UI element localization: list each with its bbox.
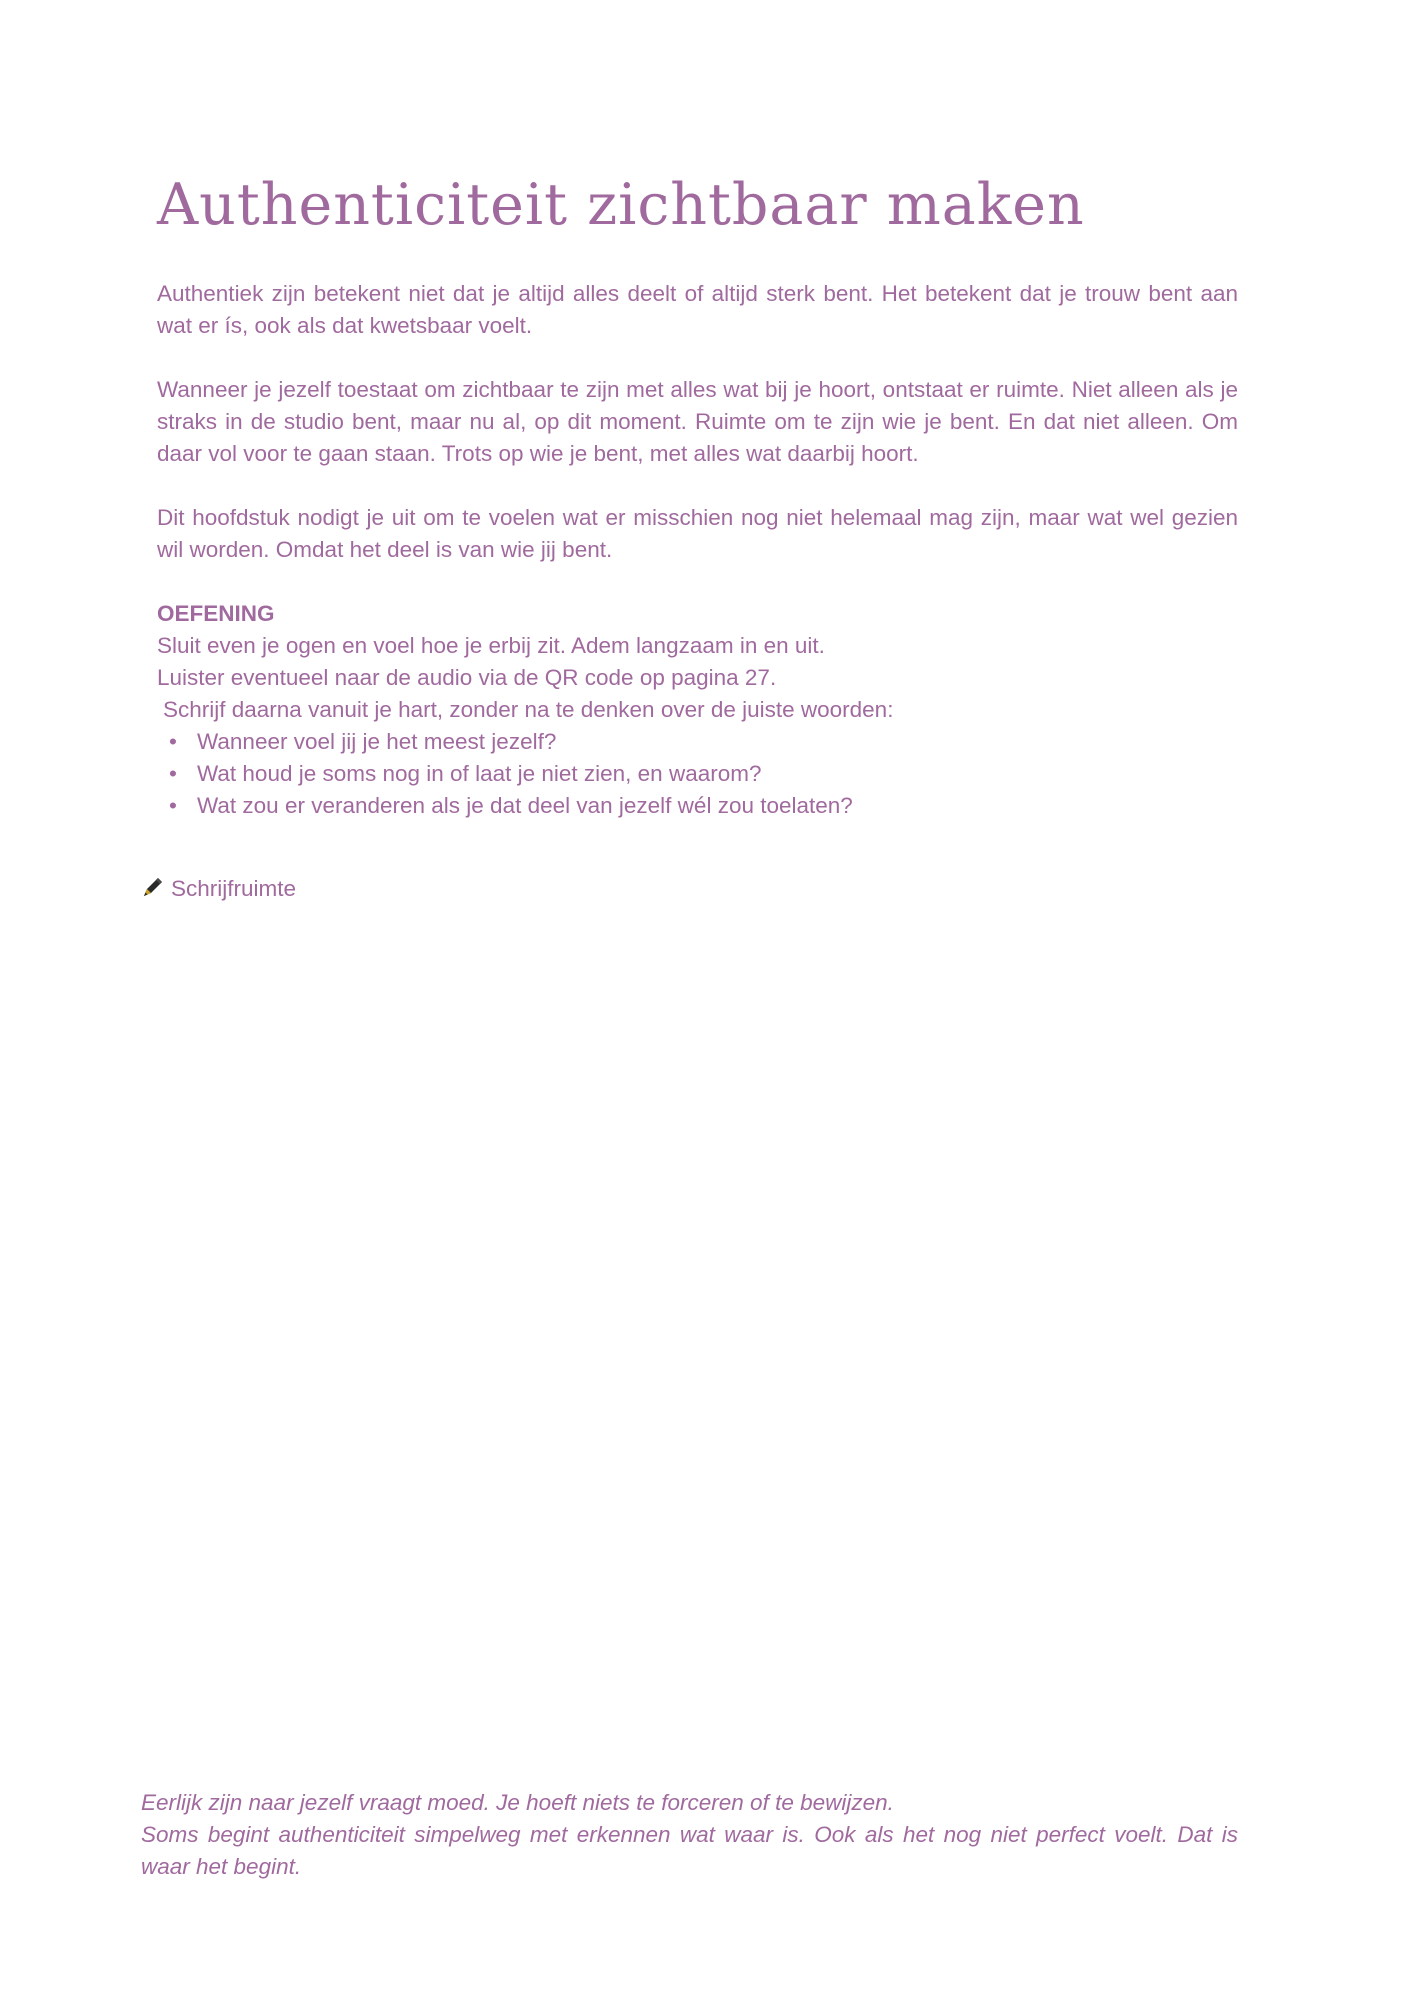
footer-line: Soms begint authenticiteit simpelweg met erkennen wat waar is. Ook als het nog niet perfect voelt. Dat is waar het begint.	[141, 1822, 1238, 1879]
question-text: Wat houd je soms nog in of laat je niet zien, en waarom?	[197, 761, 762, 786]
chapter-invitation-paragraph: Dit hoofdstuk nodigt je uit om te voelen wat er misschien nog niet helemaal mag zijn, maar wat wel gezien wil worden. Omdat het deel is van wie jij bent.	[157, 505, 1238, 562]
list-item	[157, 726, 1238, 758]
exercise-section	[157, 598, 1238, 822]
question-text: Wanneer voel jij je het meest jezelf?	[197, 729, 557, 754]
footer-quote	[141, 1787, 1238, 1883]
footer-line: Eerlijk zijn naar jezelf vraagt moed. Je hoeft niets te forceren of te bewijzen.	[141, 1790, 894, 1815]
question-list	[157, 726, 1238, 822]
list-item	[157, 790, 1238, 822]
writing-space-label	[141, 873, 296, 905]
main-content	[157, 278, 1238, 822]
exercise-instruction: Sluit even je ogen en voel hoe je erbij zit. Adem langzaam in en uit.	[157, 633, 825, 658]
exercise-instruction: Schrijf daarna vanuit je hart, zonder na te denken over de juiste woorden:	[163, 697, 894, 722]
page-title: Authenticiteit zichtbaar maken	[157, 172, 1085, 238]
exercise-instruction: Luister eventueel naar de audio via de QR code op pagina 27.	[157, 665, 777, 690]
list-item	[157, 758, 1238, 790]
exercise-heading: OEFENING	[157, 601, 275, 626]
bullet-icon: •	[169, 761, 177, 786]
bullet-icon: •	[169, 793, 177, 818]
writing-space-text: Schrijfruimte	[171, 876, 297, 901]
intro-paragraph: Authentiek zijn betekent niet dat je altijd alles deelt of altijd sterk bent. Het betekent dat je trouw bent aan wat er ís, ook als dat kwetsbaar voelt.	[157, 281, 1238, 338]
bullet-icon: •	[169, 729, 177, 754]
pen-icon	[141, 875, 165, 899]
question-text: Wat zou er veranderen als je dat deel van jezelf wél zou toelaten?	[197, 793, 853, 818]
visibility-paragraph: Wanneer je jezelf toestaat om zichtbaar te zijn met alles wat bij je hoort, ontstaat er ruimte. Niet alleen als je straks in de studio bent, maar nu al, op dit moment. Ruimte om te zijn wie je bent. En dat niet alleen. Om daar vol voor te gaan staan. Trots op wie je bent, met alles wat daarbij hoort.	[157, 377, 1238, 466]
